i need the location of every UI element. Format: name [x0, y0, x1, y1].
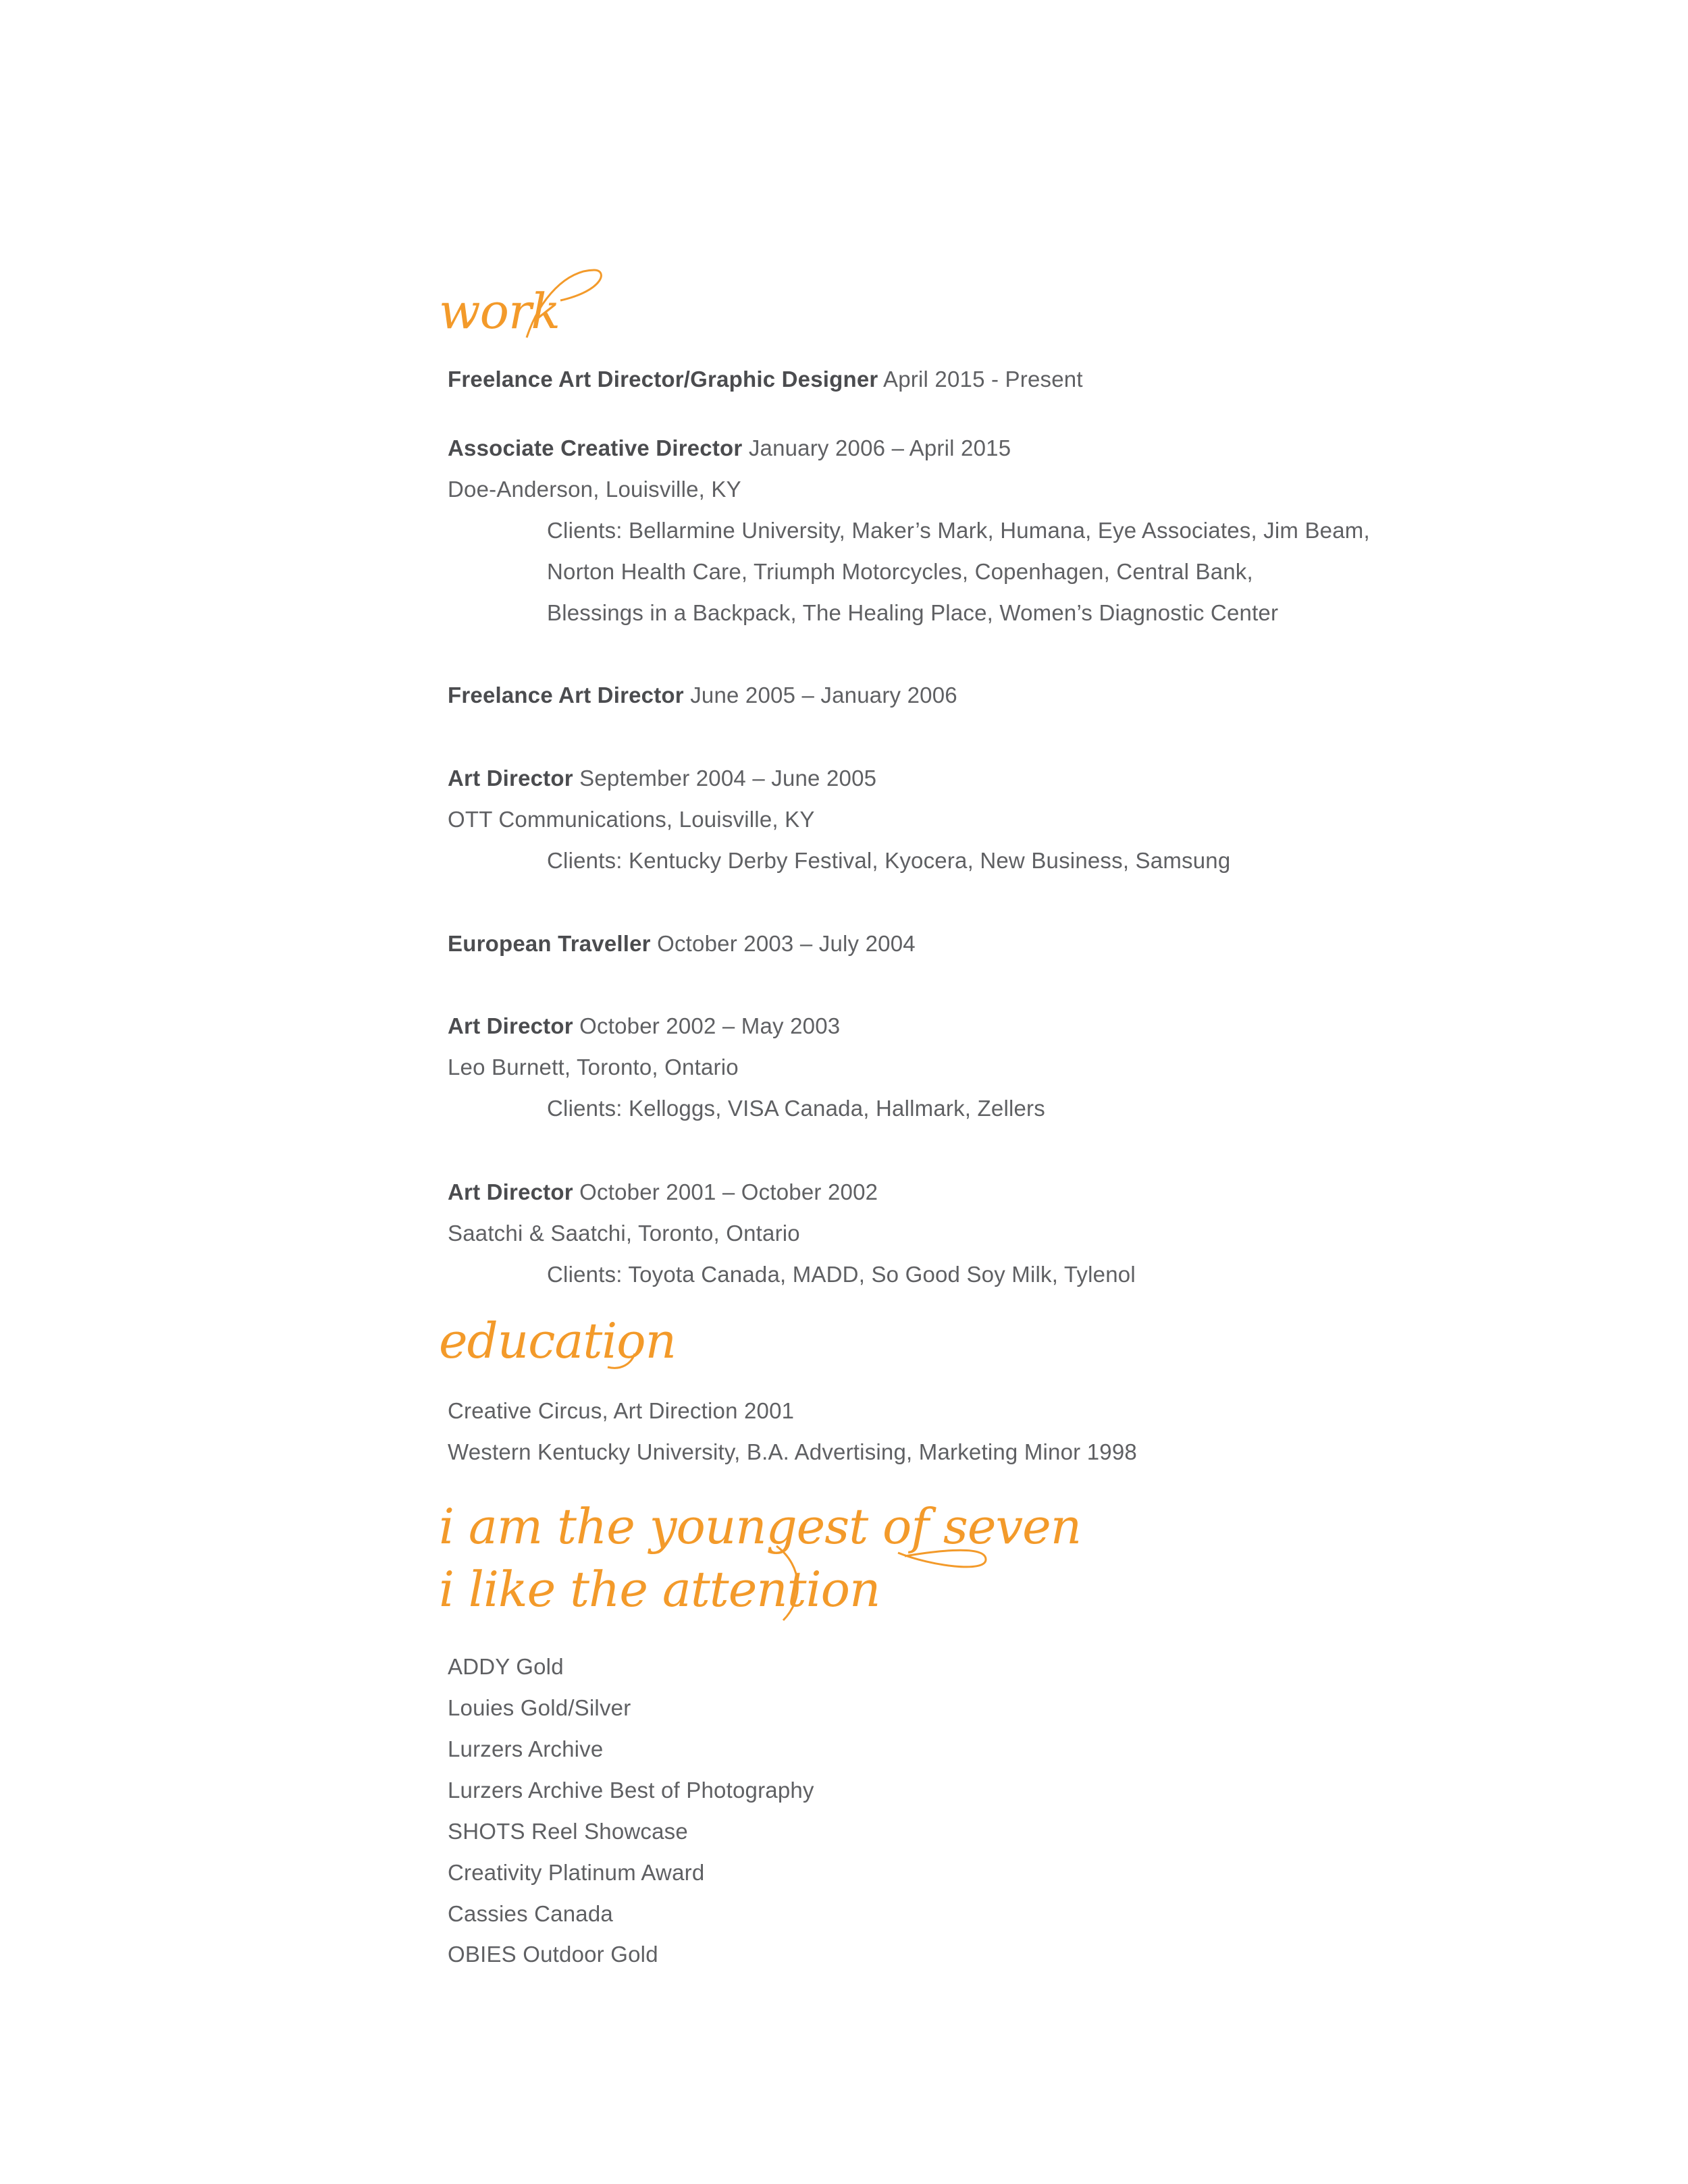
award-item: Cassies Canada: [448, 1901, 613, 1926]
awards-heading-line1: i am the youngest of seven: [439, 1498, 1082, 1555]
award-item: OBIES Outdoor Gold: [448, 1942, 658, 1967]
award-item: Lurzers Archive: [448, 1736, 604, 1761]
job-title: Art Director: [448, 1013, 573, 1038]
job-clients-line: Clients: Kentucky Derby Festival, Kyocera, New Business, Samsung: [547, 848, 1231, 873]
award-item: Creativity Platinum Award: [448, 1860, 705, 1885]
job-title: Art Director: [448, 766, 573, 791]
award-item: Louies Gold/Silver: [448, 1695, 631, 1720]
education-item: Western Kentucky University, B.A. Advertising, Marketing Minor 1998: [448, 1439, 1137, 1464]
job-title: European Traveller: [448, 931, 651, 956]
education-heading: education: [439, 1312, 676, 1369]
awards-heading-line2: i like the attention: [439, 1561, 880, 1618]
job-entry-saatchi: [448, 1179, 878, 1206]
job-dates: October 2001 – October 2002: [579, 1179, 878, 1204]
job-company: Doe-Anderson, Louisville, KY: [448, 477, 741, 502]
job-dates: September 2004 – June 2005: [579, 766, 877, 791]
job-entry-freelance-ad: [448, 682, 957, 709]
award-item: ADDY Gold: [448, 1654, 564, 1679]
job-clients-line: Norton Health Care, Triumph Motorcycles, Copenhagen, Central Bank,: [547, 559, 1253, 584]
job-dates: January 2006 – April 2015: [748, 435, 1011, 460]
education-item: Creative Circus, Art Direction 2001: [448, 1398, 795, 1423]
job-entry-freelance-designer: [448, 366, 1083, 393]
job-dates: June 2005 – January 2006: [690, 683, 957, 708]
job-title: Freelance Art Director: [448, 683, 684, 708]
work-heading: work: [439, 283, 560, 340]
job-title: Associate Creative Director: [448, 435, 743, 460]
job-company: Saatchi & Saatchi, Toronto, Ontario: [448, 1221, 800, 1246]
job-clients-line: Blessings in a Backpack, The Healing Place, Women’s Diagnostic Center: [547, 600, 1279, 625]
award-item: SHOTS Reel Showcase: [448, 1819, 688, 1844]
job-clients-line: Clients: Toyota Canada, MADD, So Good Soy Milk, Tylenol: [547, 1262, 1136, 1287]
job-clients-line: Clients: Kelloggs, VISA Canada, Hallmark, Zellers: [547, 1096, 1045, 1121]
job-dates: October 2002 – May 2003: [579, 1013, 841, 1038]
job-dates: October 2003 – July 2004: [657, 931, 916, 956]
job-company: Leo Burnett, Toronto, Ontario: [448, 1055, 739, 1080]
job-entry-ott: [448, 765, 876, 792]
job-clients-line: Clients: Bellarmine University, Maker’s Mark, Humana, Eye Associates, Jim Beam,: [547, 518, 1370, 543]
job-entry-leo-burnett: [448, 1013, 840, 1040]
job-entry-traveller: [448, 930, 916, 957]
job-dates: April 2015 - Present: [883, 367, 1083, 392]
job-entry-associate-cd: [448, 435, 1011, 462]
award-item: Lurzers Archive Best of Photography: [448, 1778, 814, 1803]
job-company: OTT Communications, Louisville, KY: [448, 807, 815, 832]
job-title: Art Director: [448, 1179, 573, 1204]
job-title: Freelance Art Director/Graphic Designer: [448, 367, 878, 392]
